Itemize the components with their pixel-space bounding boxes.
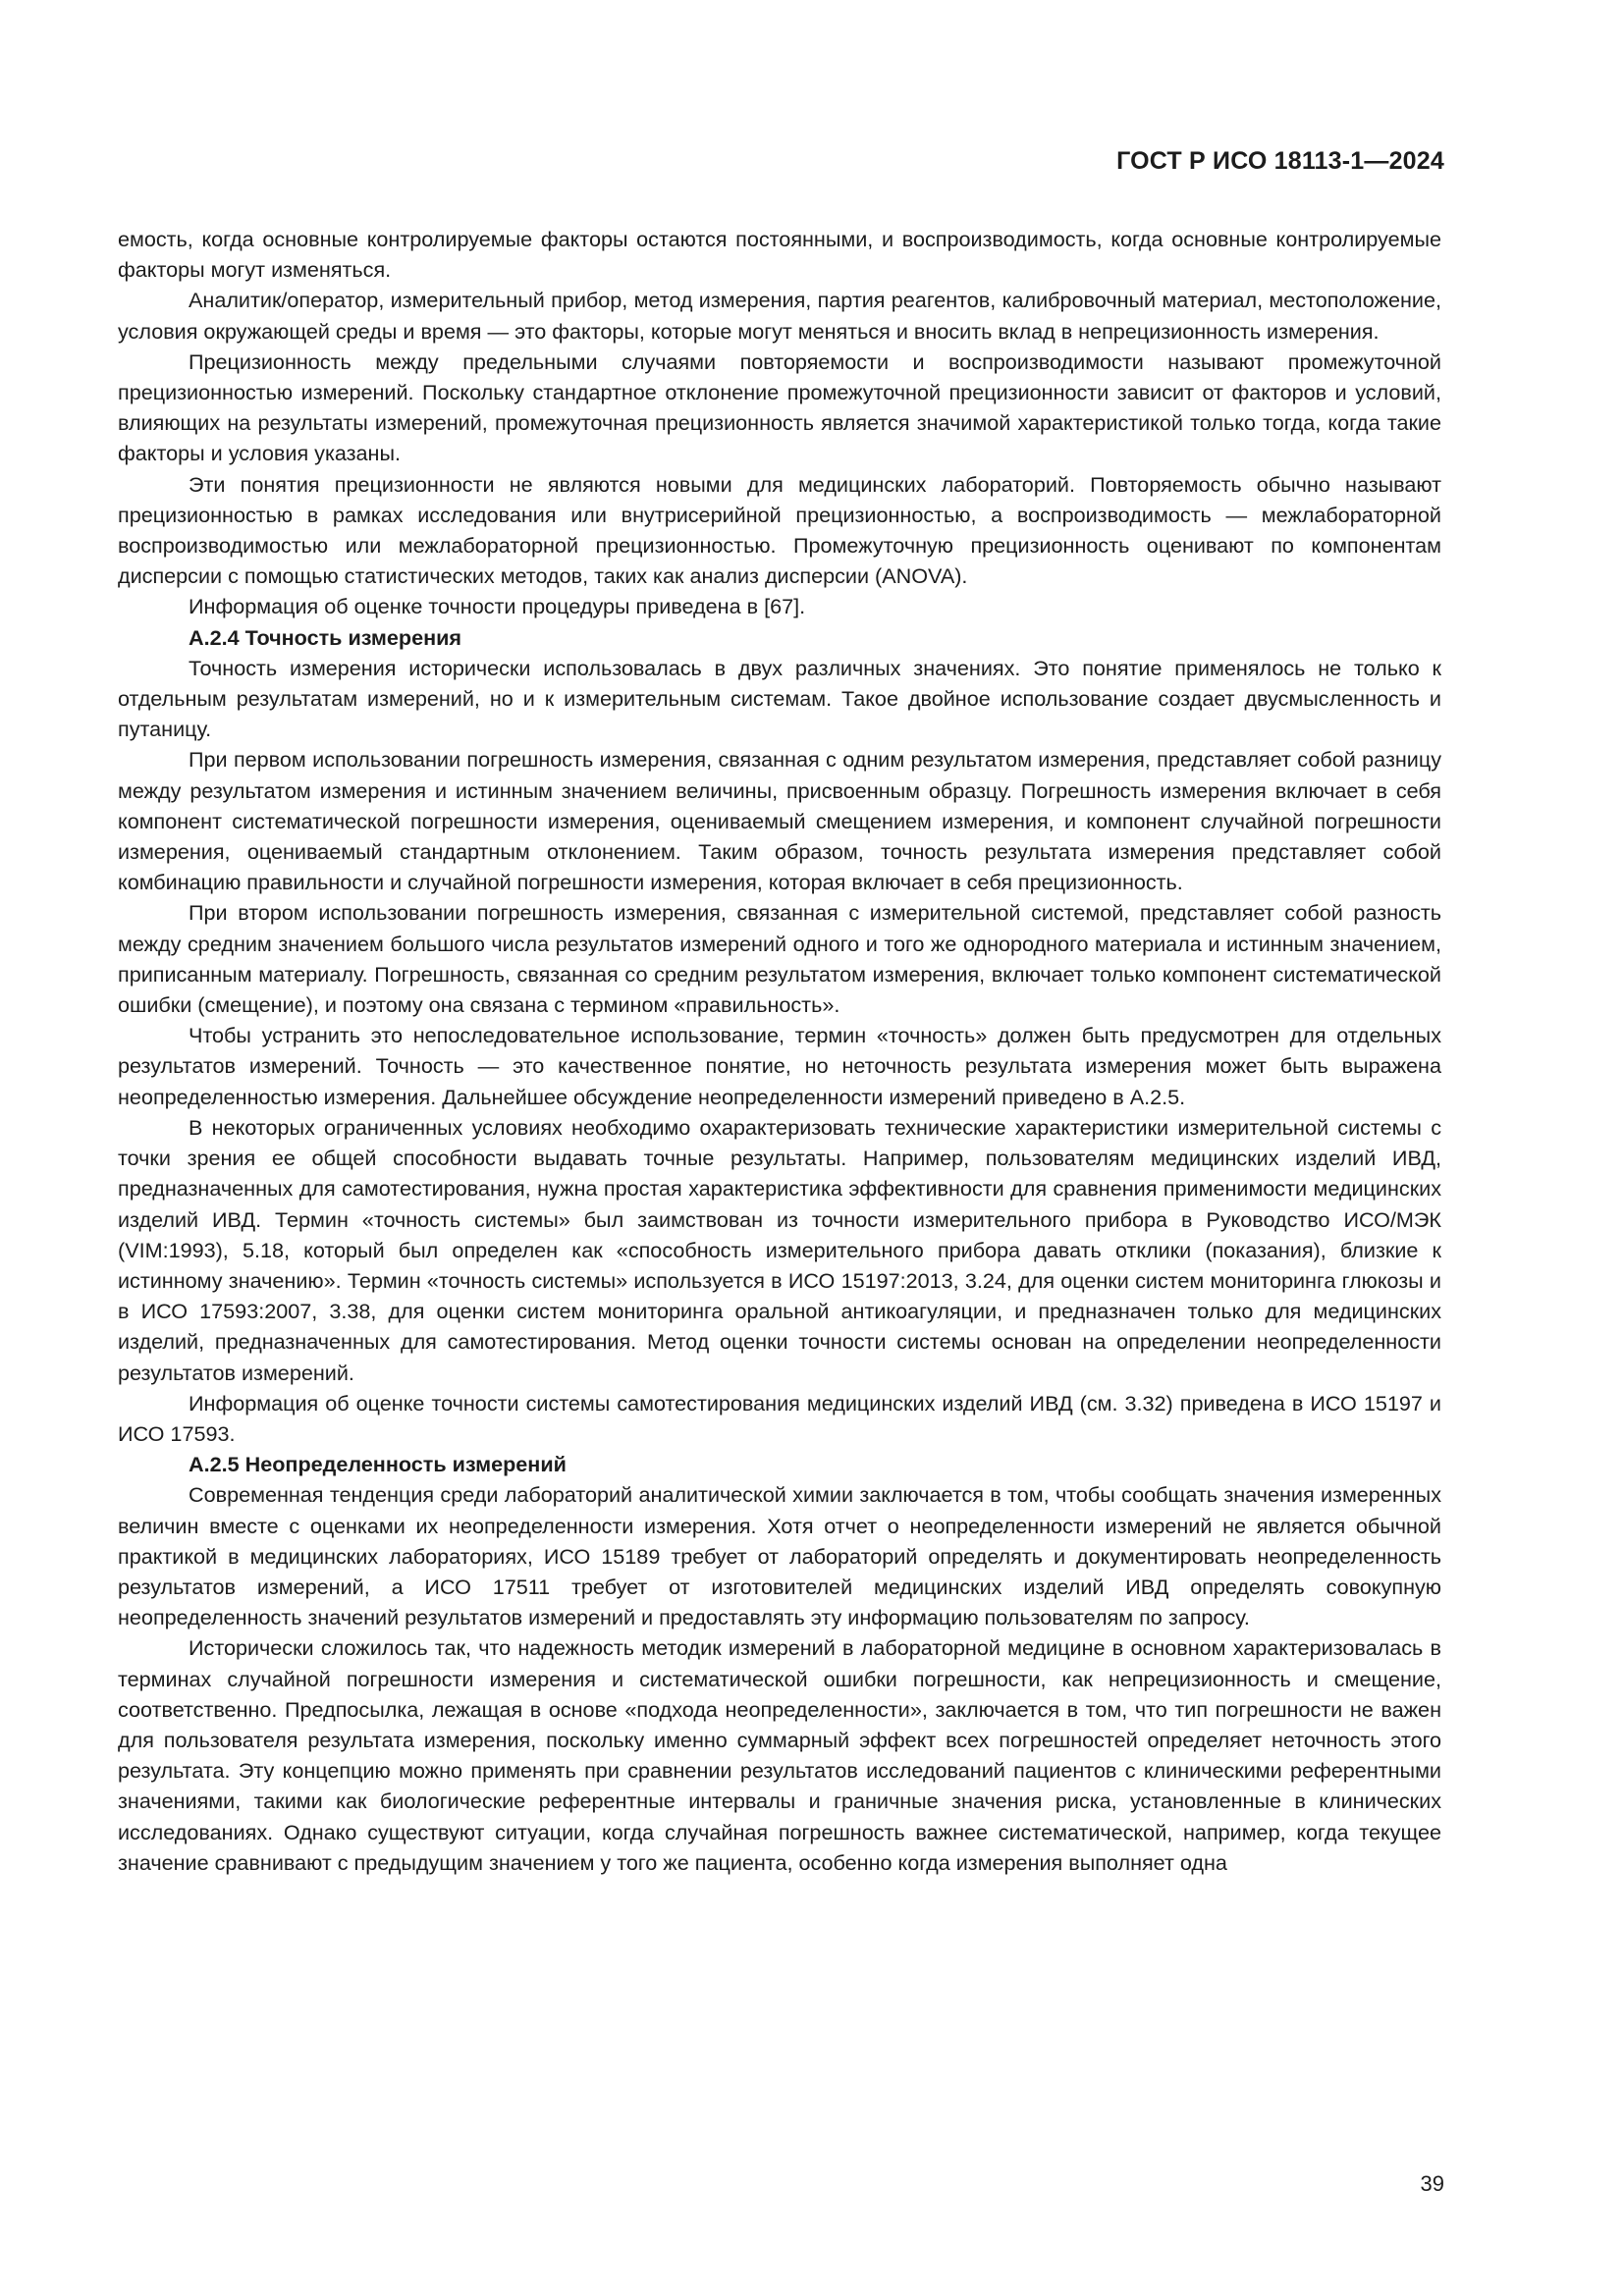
paragraph: Информация об оценке точности процедуры приведена в [67]. <box>189 594 806 619</box>
section-heading: А.2.4 Точность измерения <box>189 624 462 650</box>
paragraph: Прецизионность между предельными случаями повторяемости и воспроизводимости называют промежуточной прецизионностью измерений. Поскольку стандартное отклонение промежуточной прецизионности зависит от факторов и условий, влияющих на результаты измерений, промежуточная прецизионность является значимой характеристикой только тогда, когда такие факторы и условия указаны. <box>118 348 1441 466</box>
document-id-header: ГОСТ Р ИСО 18113-1—2024 <box>1116 147 1444 175</box>
paragraph: Современная тенденция среди лабораторий аналитической химии заключается в том, чтобы сообщать значения измеренных величин вместе с оценками их неопределенности измерения. Хотя отчет о неопределенности измерений не является обычной практикой в медицинских лабораториях, ИСО 15189 требует от лабораторий определять и документировать неопределенность результатов измерений, а ИСО 17511 требует от изготовителей медицинских изделий ИВД определять совокупную неопределенность значений результатов измерений и предоставлять эту информацию пользователям по запросу. <box>118 1482 1441 1630</box>
page-number: 39 <box>1420 2171 1444 2196</box>
paragraph: При первом использовании погрешность измерения, связанная с одним результатом измерения, представляет собой разницу между результатом измерения и истинным значением величины, присвоенным образцу. Погрешность измерения включает в себя компонент систематической погрешности измерения, оцениваемый смещением измерения, и компонент случайной погрешности измерения, оцениваемый стандартным отклонением. Таким образом, точность результата измерения представляет собой комбинацию правильности и случайной погрешности измерения, которая включает в себя прецизионность. <box>118 747 1441 895</box>
paragraph: Информация об оценке точности системы самотестирования медицинских изделий ИВД (см. 3.32) приведена в ИСО 15197 и ИСО 17593. <box>118 1390 1441 1446</box>
paragraph: емость, когда основные контролируемые факторы остаются постоянными, и воспроизводимость, когда основные контролируемые факторы могут изменяться. <box>118 227 1441 283</box>
paragraph: В некоторых ограниченных условиях необходимо охарактеризовать технические характеристики измерительной системы с точки зрения ее общей способности выдавать точные результаты. Например, пользователям медицинских изделий ИВД, предназначенных для самотестирования, нужна простая характеристика эффективности для сравнения применимости медицинских изделий ИВД. Термин «точность системы» был заимствован из точности измерительного прибора в Руководство ИСО/МЭК (VIM:1993), 5.18, который был определен как «способность измерительного прибора давать отклики (показания), близкие к истинному значению». Термин «точность системы» используется в ИСО 15197:2013, 3.24, для оценки систем мониторинга глюкозы и в ИСО 17593:2007, 3.38, для оценки систем мониторинга оральной антикоагуляции, и предназначен только для медицинских изделий, предназначенных для самотестирования. Метод оценки точности системы основан на определении неопределенности результатов измерений. <box>118 1114 1441 1385</box>
section-heading: А.2.5 Неопределенность измерений <box>189 1452 567 1477</box>
paragraph: Аналитик/оператор, измерительный прибор, метод измерения, партия реагентов, калибровочный материал, местоположение, условия окружающей среды и время — это факторы, которые могут меняться и вносить вклад в непрецизионность измерения. <box>118 288 1441 344</box>
paragraph: Эти понятия прецизионности не являются новыми для медицинских лабораторий. Повторяемость обычно называют прецизионностью в рамках исследования или внутрисерийной прецизионностью, а воспроизводимость — межлабораторной воспроизводимостью или межлабораторной прецизионностью. Промежуточную прецизионность оценивают по компонентам дисперсии с помощью статистических методов, таких как анализ дисперсии (ANOVA). <box>118 471 1441 589</box>
body-text <box>118 224 1441 1878</box>
paragraph: Точность измерения исторически использовалась в двух различных значениях. Это понятие применялось не только к отдельным результатам измерений, но и к измерительным системам. Такое двойное использование создает двусмысленность и путаницу. <box>118 655 1441 742</box>
paragraph: Исторически сложилось так, что надежность методик измерений в лабораторной медицине в основном характеризовалась в терминах случайной погрешности измерения и систематической ошибки погрешности, как непрецизионность и смещение, соответственно. Предпосылка, лежащая в основе «подхода неопределенности», заключается в том, что тип погрешности не важен для пользователя результата измерения, поскольку именно суммарный эффект всех погрешностей определяет неточность этого результата. Эту концепцию можно применять при сравнении результатов исследований пациентов с клиническими референтными значениями, такими как биологические референтные интервалы и граничные значения риска, установленные в клинических исследованиях. Однако существуют ситуации, когда случайная погрешность важнее систематической, например, когда текущее значение сравнивают с предыдущим значением у того же пациента, особенно когда измерения выполняет одна <box>118 1635 1441 1875</box>
paragraph: При втором использовании погрешность измерения, связанная с измерительной системой, представляет собой разность между средним значением большого числа результатов измерений одного и того же однородного материала и истинным значением, приписанным материалу. Погрешность, связанная со средним результатом измерения, включает только компонент систематической ошибки (смещение), и поэтому она связана с термином «правильность». <box>118 900 1441 1018</box>
paragraph: Чтобы устранить это непоследовательное использование, термин «точность» должен быть предусмотрен для отдельных результатов измерений. Точность — это качественное понятие, но неточность результата измерения может быть выражена неопределенностью измерения. Дальнейшее обсуждение неопределенности измерений приведено в А.2.5. <box>118 1023 1441 1109</box>
